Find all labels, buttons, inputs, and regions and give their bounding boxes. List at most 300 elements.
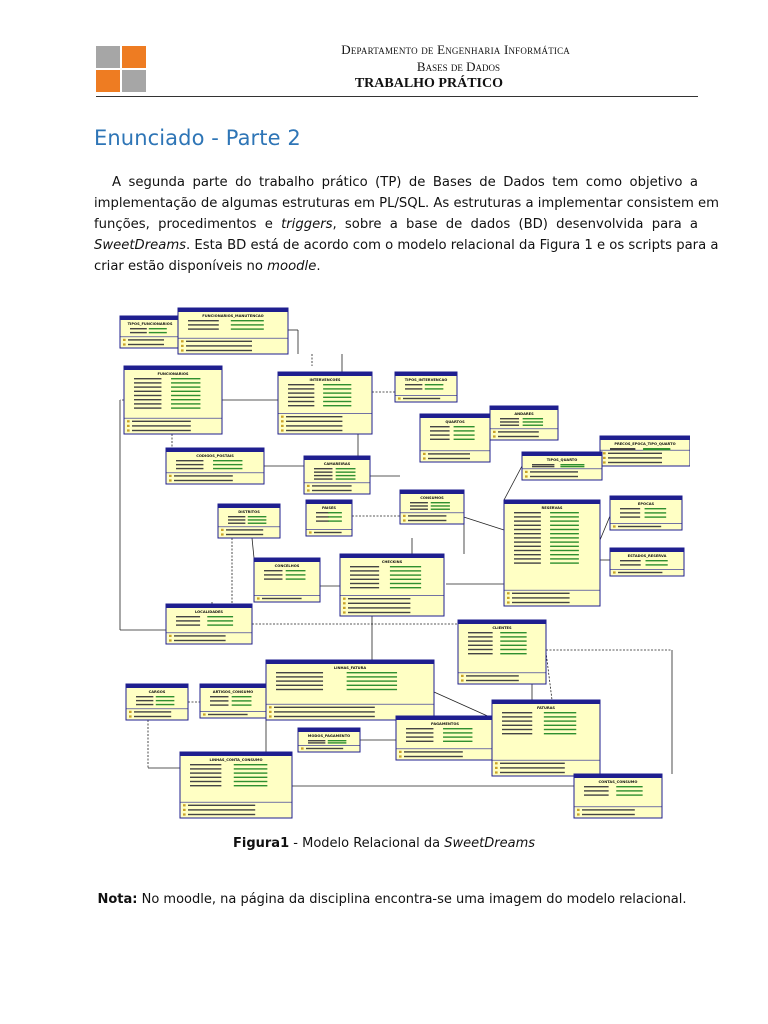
key-icon [281, 425, 284, 427]
column-name-glyph [176, 616, 200, 617]
column-type-glyph [328, 740, 347, 741]
column-name-glyph [502, 725, 532, 726]
column-type-glyph [336, 478, 356, 479]
column-type-glyph [234, 764, 268, 765]
key-icon [525, 475, 528, 477]
column-name-glyph [410, 509, 428, 510]
column-type-glyph [328, 520, 342, 521]
column-name-glyph [190, 772, 221, 773]
caption-name: SweetDreams [444, 836, 535, 851]
table-entity [492, 700, 600, 776]
key-name-glyph [286, 425, 342, 426]
key-icon [577, 809, 580, 811]
key-icon [493, 431, 496, 433]
column-type-glyph [328, 742, 347, 743]
column-name-glyph [210, 704, 228, 705]
table-title-bar [166, 604, 252, 608]
table-name: PRECOS_EPOCA_TIPO_QUARTO [614, 442, 676, 446]
column-type-glyph [500, 636, 526, 637]
table-entity [266, 660, 434, 720]
table-title-bar [266, 660, 434, 664]
column-name-glyph [620, 516, 640, 517]
table-title-bar [180, 752, 292, 756]
key-name-glyph [174, 640, 226, 641]
column-type-glyph [323, 384, 351, 385]
table-entity [304, 456, 370, 494]
table-name: EPOCAS [637, 502, 655, 506]
table-entity [218, 504, 280, 538]
column-type-glyph [616, 790, 642, 791]
paragraph-emphasis: triggers [281, 217, 333, 232]
table-entity [178, 308, 288, 354]
column-name-glyph [430, 439, 450, 440]
paragraph-text: , sobre a base de dados (BD) desenvolvida para a [332, 217, 698, 232]
table-entity [395, 372, 457, 402]
key-icon [343, 607, 346, 609]
column-name-glyph [468, 645, 493, 646]
column-name-glyph [228, 519, 245, 520]
table-entity [420, 414, 490, 462]
column-type-glyph [171, 403, 200, 404]
key-name-glyph [132, 421, 191, 422]
key-name-glyph [348, 603, 410, 604]
column-type-glyph [523, 418, 543, 419]
table-entity [400, 490, 464, 524]
column-type-glyph [544, 712, 576, 713]
key-name-glyph [408, 515, 446, 516]
key-name-glyph [466, 675, 519, 676]
key-icon [169, 475, 172, 477]
column-name-glyph [514, 562, 541, 563]
column-name-glyph [468, 632, 493, 633]
column-name-glyph [514, 516, 541, 517]
column-name-glyph [314, 471, 332, 472]
column-type-glyph [646, 564, 668, 565]
column-name-glyph [176, 460, 203, 461]
table-entity [574, 774, 662, 818]
column-type-glyph [390, 570, 421, 571]
column-type-glyph [213, 468, 242, 469]
key-icon [507, 592, 510, 594]
table-title-bar [126, 684, 188, 688]
table-title-bar [218, 504, 280, 508]
key-icon [123, 343, 126, 345]
column-type-glyph [286, 574, 306, 575]
column-name-glyph [500, 421, 519, 422]
table-entity [490, 406, 558, 440]
table-entity [298, 728, 360, 752]
key-icon [343, 611, 346, 613]
table-title-bar [306, 500, 352, 504]
table-name: CLIENTES [492, 626, 512, 630]
key-name-glyph [428, 453, 470, 454]
column-name-glyph [288, 401, 314, 402]
column-type-glyph [390, 583, 421, 584]
table-box [600, 436, 690, 466]
column-name-glyph [288, 405, 314, 406]
key-name-glyph [128, 344, 164, 345]
column-name-glyph [190, 777, 221, 778]
key-icon [399, 755, 402, 757]
table-name: INTERVENCOES [309, 378, 341, 382]
key-name-glyph [208, 714, 248, 715]
table-title-bar [166, 448, 264, 452]
column-type-glyph [431, 509, 450, 510]
table-title-bar [304, 456, 370, 460]
column-type-glyph [544, 725, 576, 726]
column-type-glyph [149, 328, 167, 329]
key-icon [307, 489, 310, 491]
column-type-glyph [323, 397, 351, 398]
key-icon [123, 339, 126, 341]
column-type-glyph [544, 720, 576, 721]
column-name-glyph [134, 391, 161, 392]
department-name: Departamento de Engenharia Informática [341, 42, 570, 57]
table-entity [126, 684, 188, 720]
column-name-glyph [514, 546, 541, 547]
key-icon [343, 602, 346, 604]
column-name-glyph [188, 324, 219, 325]
column-type-glyph [550, 558, 579, 559]
table-name: PAGAMENTOS [431, 722, 459, 726]
column-name-glyph [405, 384, 422, 385]
key-name-glyph [286, 416, 342, 417]
key-name-glyph [498, 431, 539, 432]
key-name-glyph [530, 476, 578, 477]
table-entity [180, 752, 292, 818]
key-name-glyph [512, 597, 570, 598]
column-type-glyph [232, 704, 252, 705]
column-name-glyph [406, 741, 433, 742]
table-entity [458, 620, 546, 684]
key-icon [169, 479, 172, 481]
column-type-glyph [443, 736, 472, 737]
column-type-glyph [207, 624, 233, 625]
column-name-glyph [610, 449, 635, 450]
column-type-glyph [347, 676, 397, 677]
key-icon [603, 452, 606, 454]
column-type-glyph [234, 785, 268, 786]
column-type-glyph [171, 386, 200, 387]
key-name-glyph [512, 593, 570, 594]
table-name: ARTIGOS_CONSUMO [212, 690, 254, 694]
column-name-glyph [130, 328, 147, 329]
column-name-glyph [410, 502, 428, 503]
column-name-glyph [176, 464, 203, 465]
key-name-glyph [274, 711, 375, 712]
column-type-glyph [323, 388, 351, 389]
logo-square-orange [96, 70, 120, 92]
column-type-glyph [347, 680, 397, 681]
column-type-glyph [171, 399, 200, 400]
column-type-glyph [156, 696, 175, 697]
table-name: CARGOS [148, 690, 166, 694]
figure-caption [0, 836, 768, 851]
key-icon [613, 525, 616, 527]
column-type-glyph [454, 426, 475, 427]
logo-square-grey [122, 70, 146, 92]
table-name: LINHAS_FATURA [333, 666, 367, 670]
table-name: RESERVAS [541, 506, 563, 510]
column-type-glyph [286, 570, 306, 571]
column-type-glyph [550, 550, 579, 551]
table-entity [610, 548, 684, 576]
column-name-glyph [406, 732, 433, 733]
key-icon [307, 485, 310, 487]
column-type-glyph [336, 468, 356, 469]
column-name-glyph [316, 516, 329, 517]
key-name-glyph [618, 572, 662, 573]
paragraph-emphasis: SweetDreams [94, 238, 187, 253]
key-name-glyph [262, 598, 302, 599]
table-name: CAMAREIRAS [323, 462, 351, 466]
table-name: ESTADOS_RESERVA [627, 554, 667, 558]
column-name-glyph [350, 574, 379, 575]
column-name-glyph [502, 716, 532, 717]
note [0, 892, 768, 907]
key-icon [221, 529, 224, 531]
column-type-glyph [171, 391, 200, 392]
table-name: ANDARES [514, 412, 534, 416]
column-name-glyph [502, 729, 532, 730]
table-entity [306, 500, 352, 536]
column-name-glyph [620, 564, 641, 565]
table-title-bar [522, 452, 602, 456]
table-entity [254, 558, 320, 602]
key-icon [183, 804, 186, 806]
column-name-glyph [468, 649, 493, 650]
key-name-glyph [274, 707, 375, 708]
table-name: CHECKINS [381, 560, 403, 564]
table-entity [124, 366, 222, 434]
key-name-glyph [286, 421, 342, 422]
logo-square-grey [96, 46, 120, 68]
key-icon [603, 457, 606, 459]
key-name-glyph [134, 716, 171, 717]
caption-label: Figura1 [233, 836, 290, 851]
column-name-glyph [276, 676, 323, 677]
key-icon [603, 461, 606, 463]
table-name: LINHAS_CONTA_CONSUMO [209, 758, 263, 762]
key-icon [183, 813, 186, 815]
column-name-glyph [136, 696, 153, 697]
column-type-glyph [550, 525, 579, 526]
key-icon [525, 471, 528, 473]
table-title-bar [492, 700, 600, 704]
relationship-line [504, 466, 522, 500]
paragraph-line [94, 256, 698, 277]
key-icon [127, 420, 130, 422]
column-type-glyph [645, 512, 667, 513]
column-name-glyph [314, 475, 332, 476]
key-name-glyph [312, 485, 352, 486]
column-name-glyph [502, 712, 532, 713]
course-name: Bases de Dados [416, 59, 500, 74]
column-type-glyph [156, 700, 175, 701]
column-type-glyph [213, 464, 242, 465]
key-icon [423, 457, 426, 459]
column-name-glyph [406, 736, 433, 737]
column-name-glyph [134, 382, 161, 383]
key-icon [495, 771, 498, 773]
column-name-glyph [276, 685, 323, 686]
key-name-glyph [498, 436, 539, 437]
column-type-glyph [171, 382, 200, 383]
department-logo [96, 46, 148, 94]
column-name-glyph [514, 554, 541, 555]
column-type-glyph [616, 786, 642, 787]
table-box [492, 700, 600, 776]
column-name-glyph [134, 395, 161, 396]
column-name-glyph [276, 680, 323, 681]
table-title-bar [458, 620, 546, 624]
key-icon [221, 533, 224, 535]
column-type-glyph [544, 729, 576, 730]
column-type-glyph [550, 554, 579, 555]
logo-square-orange [122, 46, 146, 68]
column-type-glyph [544, 716, 576, 717]
table-title-bar [340, 554, 444, 558]
key-icon [181, 349, 184, 351]
column-type-glyph [616, 794, 642, 795]
column-type-glyph [431, 505, 450, 506]
key-name-glyph [403, 398, 440, 399]
column-type-glyph [232, 696, 252, 697]
column-type-glyph [500, 649, 526, 650]
column-type-glyph [171, 395, 200, 396]
document-type: TRABALHO PRÁTICO [354, 76, 503, 91]
paragraph-text: funções, procedimentos e [94, 217, 282, 232]
column-name-glyph [288, 388, 314, 389]
column-type-glyph [231, 328, 264, 329]
column-type-glyph [248, 516, 267, 517]
column-name-glyph [502, 733, 532, 734]
table-name: CONSUMOS [420, 496, 444, 500]
column-name-glyph [188, 328, 219, 329]
key-icon [183, 809, 186, 811]
column-type-glyph [234, 777, 268, 778]
column-name-glyph [514, 550, 541, 551]
relational-model-figure [112, 300, 690, 826]
relationship-line [600, 516, 610, 540]
key-icon [127, 429, 130, 431]
table-title-bar [120, 316, 180, 320]
table-entity [120, 316, 180, 348]
column-name-glyph [134, 386, 161, 387]
column-name-glyph [190, 764, 221, 765]
key-icon [423, 453, 426, 455]
key-icon [495, 767, 498, 769]
column-type-glyph [234, 781, 268, 782]
column-type-glyph [232, 700, 252, 701]
column-name-glyph [176, 468, 203, 469]
column-name-glyph [350, 583, 379, 584]
header-divider [96, 96, 698, 97]
column-name-glyph [468, 636, 493, 637]
column-name-glyph [620, 512, 640, 513]
column-type-glyph [431, 502, 450, 503]
column-type-glyph [171, 407, 200, 408]
paragraph-line: A segunda parte do trabalho prático (TP) de Bases de Dados tem como objetivo a [112, 175, 698, 190]
table-name: QUARTOS [445, 420, 465, 424]
table-title-bar [254, 558, 320, 562]
column-name-glyph [514, 512, 541, 513]
key-name-glyph [500, 763, 565, 764]
column-name-glyph [130, 332, 147, 333]
key-name-glyph [428, 458, 470, 459]
column-name-glyph [276, 689, 323, 690]
key-name-glyph [226, 534, 263, 535]
column-type-glyph [390, 587, 421, 588]
key-icon [181, 340, 184, 342]
key-name-glyph [174, 635, 226, 636]
paragraph-line [94, 214, 698, 235]
column-type-glyph [231, 320, 264, 321]
column-type-glyph [500, 653, 526, 654]
key-icon [169, 639, 172, 641]
table-title-bar [278, 372, 372, 376]
paragraph-text: . [316, 259, 321, 274]
section-title: Enunciado - Parte 2 [94, 126, 301, 150]
key-icon [169, 635, 172, 637]
column-type-glyph [234, 768, 268, 769]
key-name-glyph [188, 809, 255, 810]
column-name-glyph [430, 430, 450, 431]
key-name-glyph [226, 529, 263, 530]
column-type-glyph [323, 392, 351, 393]
column-name-glyph [190, 785, 221, 786]
column-type-glyph [234, 772, 268, 773]
key-name-glyph [306, 748, 343, 749]
column-name-glyph [514, 558, 541, 559]
table-name: PAISES [321, 506, 337, 510]
column-name-glyph [136, 704, 153, 705]
column-name-glyph [176, 620, 200, 621]
table-entity [396, 716, 494, 760]
column-type-glyph [336, 471, 356, 472]
column-name-glyph [134, 378, 161, 379]
column-type-glyph [336, 475, 356, 476]
column-name-glyph [500, 418, 519, 419]
column-name-glyph [264, 570, 282, 571]
column-name-glyph [228, 516, 245, 517]
table-name: DISTRITOS [238, 510, 260, 514]
column-name-glyph [620, 560, 641, 561]
column-type-glyph [347, 689, 397, 690]
note-text: No moodle, na página da disciplina encontra-se uma imagem do modelo relacional. [137, 892, 687, 907]
key-icon [507, 597, 510, 599]
column-name-glyph [514, 520, 541, 521]
column-type-glyph [550, 533, 579, 534]
column-name-glyph [584, 790, 609, 791]
table-name: FUNCIONARIOS_MANUTENCAO [202, 314, 264, 318]
column-type-glyph [156, 704, 175, 705]
column-type-glyph [328, 512, 342, 513]
table-name: FATURAS [536, 706, 556, 710]
key-name-glyph [348, 607, 410, 608]
column-type-glyph [390, 574, 421, 575]
column-type-glyph [550, 562, 579, 563]
column-type-glyph [213, 460, 242, 461]
key-icon [281, 420, 284, 422]
table-title-bar [420, 414, 490, 418]
key-name-glyph [188, 805, 255, 806]
key-name-glyph [134, 711, 171, 712]
column-name-glyph [430, 426, 450, 427]
column-type-glyph [523, 421, 543, 422]
column-type-glyph [390, 579, 421, 580]
column-name-glyph [514, 525, 541, 526]
